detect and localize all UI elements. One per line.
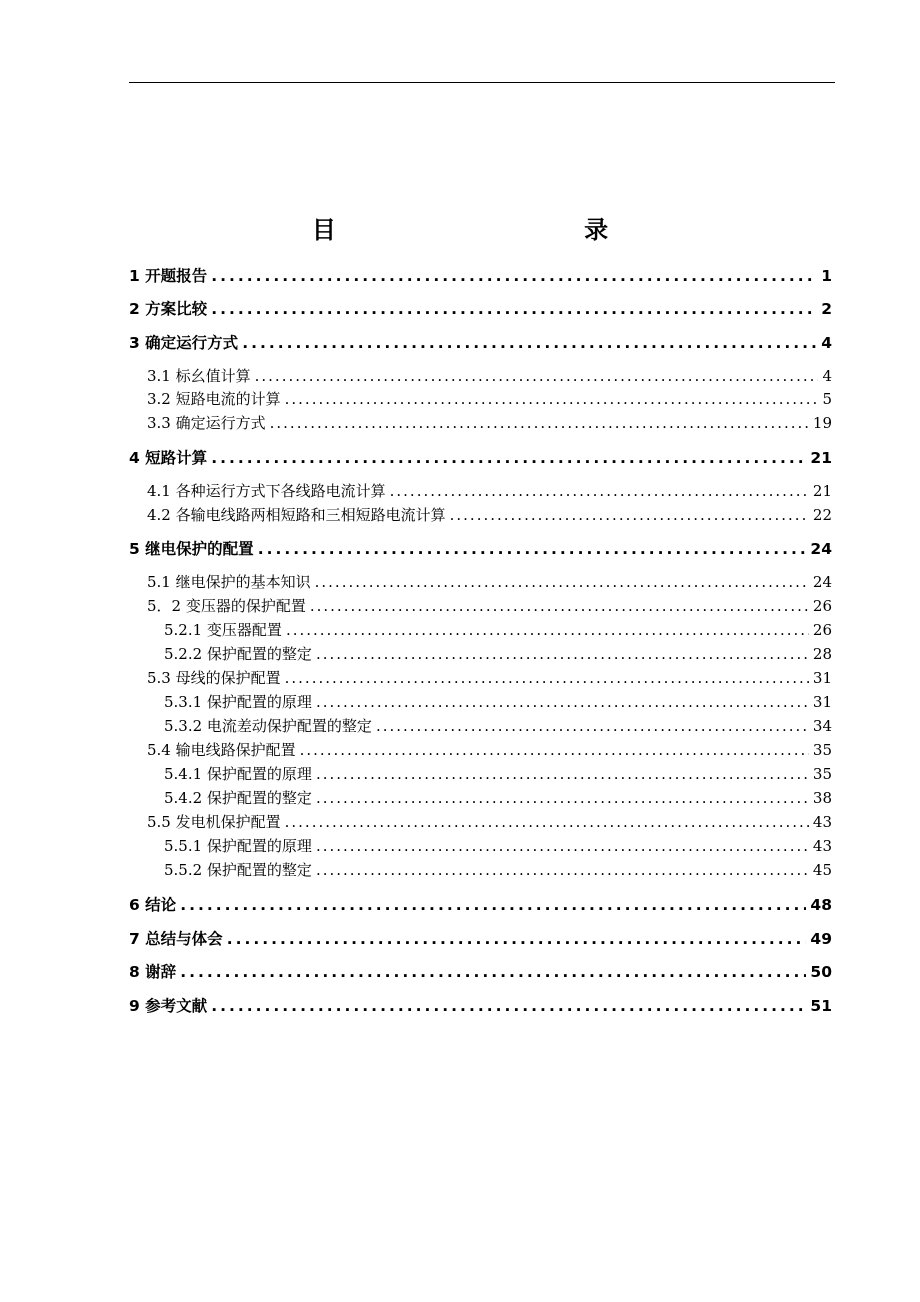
toc-leader-dots [255, 367, 819, 385]
toc-entry-label: 5.4.2 保护配置的整定 [164, 789, 312, 807]
toc-entry[interactable] [164, 835, 832, 856]
toc-leader-dots [310, 597, 809, 615]
toc-entry[interactable] [129, 264, 832, 286]
toc-leader-dots [285, 813, 809, 831]
toc-entry[interactable] [164, 691, 832, 712]
page-title: 目 录 [311, 216, 729, 244]
toc-leader-dots [316, 693, 809, 711]
toc-entry-label: 3.2 短路电流的计算 [147, 390, 281, 408]
toc-entry-label: 7 总结与体会 [129, 930, 223, 948]
toc-entry[interactable] [147, 412, 832, 433]
toc-leader-dots [211, 267, 817, 285]
toc-leader-dots [258, 540, 807, 558]
toc-entry-label: 5.4.1 保护配置的原理 [164, 765, 312, 783]
toc-leader-dots [286, 621, 809, 639]
toc-entry-label: 2 方案比较 [129, 300, 208, 318]
toc-entry[interactable] [147, 365, 832, 386]
toc-entry-label: 5.1 继电保护的基本知识 [147, 573, 311, 591]
toc-entry[interactable] [129, 446, 832, 468]
toc-entry-page: 34 [812, 717, 832, 735]
toc-leader-dots [316, 837, 809, 855]
toc-entry-page: 38 [812, 789, 832, 807]
toc-entry-label: 5.5.1 保护配置的原理 [164, 837, 312, 855]
toc-entry-label: 9 参考文献 [129, 997, 208, 1015]
toc-entry-page: 49 [810, 930, 832, 948]
toc-leader-dots [180, 896, 806, 914]
toc-entry-page: 50 [810, 963, 832, 981]
toc-entry-page: 35 [812, 765, 832, 783]
toc-entry-page: 5 [822, 390, 832, 408]
toc-entry[interactable] [164, 643, 832, 664]
toc-entry-page: 22 [812, 506, 832, 524]
toc-entry[interactable] [147, 571, 832, 592]
toc-entry-page: 31 [812, 693, 832, 711]
toc-entry[interactable] [129, 994, 832, 1016]
toc-entry-label: 5.4 输电线路保护配置 [147, 741, 296, 759]
toc-entry-label: 5.3 母线的保护配置 [147, 669, 281, 687]
toc-entry[interactable] [129, 927, 832, 949]
toc-entry-label: 5.3.1 保护配置的原理 [164, 693, 312, 711]
toc-entry[interactable] [129, 331, 832, 353]
toc-entry[interactable] [147, 595, 832, 616]
toc-leader-dots [316, 861, 809, 879]
toc-entry-label: 3 确定运行方式 [129, 334, 239, 352]
toc-entry-label: 5.5.2 保护配置的整定 [164, 861, 312, 879]
toc-entry-label: 4 短路计算 [129, 449, 208, 467]
toc-entry[interactable] [164, 763, 832, 784]
toc-entry-label: 5.3.2 电流差动保护配置的整定 [164, 717, 372, 735]
toc-entry[interactable] [164, 859, 832, 880]
toc-leader-dots [211, 449, 806, 467]
toc-entry-page: 26 [812, 597, 832, 615]
toc-entry-label: 3.1 标幺值计算 [147, 367, 251, 385]
toc-leader-dots [227, 930, 807, 948]
toc-leader-dots [270, 414, 809, 432]
toc-leader-dots [211, 997, 806, 1015]
toc-entry-page: 48 [810, 896, 832, 914]
toc-leader-dots [390, 482, 809, 500]
toc-entry-label: 5 继电保护的配置 [129, 540, 254, 558]
toc-entry[interactable] [147, 667, 832, 688]
toc-entry-page: 4 [822, 367, 832, 385]
toc-leader-dots [316, 645, 809, 663]
toc-entry[interactable] [147, 480, 832, 501]
toc-leader-dots [300, 741, 809, 759]
toc-leader-dots [285, 669, 809, 687]
toc-leader-dots [242, 334, 817, 352]
toc-entry[interactable] [147, 739, 832, 760]
toc-entry-label: 1 开题报告 [129, 267, 208, 285]
toc-leader-dots [450, 506, 809, 524]
toc-entry-page: 2 [821, 300, 832, 318]
toc-entry[interactable] [164, 619, 832, 640]
toc-entry[interactable] [164, 715, 832, 736]
toc-entry-label: 5.2.1 变压器配置 [164, 621, 282, 639]
toc-entry[interactable] [129, 537, 832, 559]
toc-entry-page: 43 [812, 837, 832, 855]
toc-leader-dots [211, 300, 817, 318]
toc-entry[interactable] [147, 504, 832, 525]
toc-entry-page: 45 [812, 861, 832, 879]
toc-entry[interactable] [147, 388, 832, 409]
toc-entry-label: 6 结论 [129, 896, 177, 914]
toc-entry-page: 31 [812, 669, 832, 687]
toc-entry-label: 5.5 发电机保护配置 [147, 813, 281, 831]
toc-leader-dots [316, 789, 809, 807]
toc-entry-page: 35 [812, 741, 832, 759]
toc-entry-page: 24 [810, 540, 832, 558]
toc-leader-dots [316, 765, 809, 783]
toc-entry-page: 21 [812, 482, 832, 500]
toc-entry-page: 43 [812, 813, 832, 831]
toc-entry-page: 19 [812, 414, 832, 432]
toc-leader-dots [285, 390, 819, 408]
toc-entry-label: 5.2.2 保护配置的整定 [164, 645, 312, 663]
toc-leader-dots [315, 573, 809, 591]
toc-entry[interactable] [129, 297, 832, 319]
toc-entry[interactable] [147, 811, 832, 832]
toc-entry-page: 51 [810, 997, 832, 1015]
toc-entry-label: 4.1 各种运行方式下各线路电流计算 [147, 482, 386, 500]
toc-entry-page: 26 [812, 621, 832, 639]
toc-entry-page: 1 [821, 267, 832, 285]
toc-entry[interactable] [129, 893, 832, 915]
toc-entry-page: 21 [810, 449, 832, 467]
toc-leader-dots [376, 717, 809, 735]
toc-entry-label: 3.3 确定运行方式 [147, 414, 266, 432]
toc-entry-page: 24 [812, 573, 832, 591]
toc-entry-label: 8 谢辞 [129, 963, 177, 981]
toc-entry-page: 4 [821, 334, 832, 352]
toc-entry-page: 28 [812, 645, 832, 663]
toc-entry-label: 5．2 变压器的保护配置 [147, 597, 306, 615]
toc-entry-label: 4.2 各输电线路两相短路和三相短路电流计算 [147, 506, 446, 524]
toc-entry[interactable] [164, 787, 832, 808]
toc-leader-dots [180, 963, 806, 981]
toc-entry[interactable] [129, 960, 832, 982]
